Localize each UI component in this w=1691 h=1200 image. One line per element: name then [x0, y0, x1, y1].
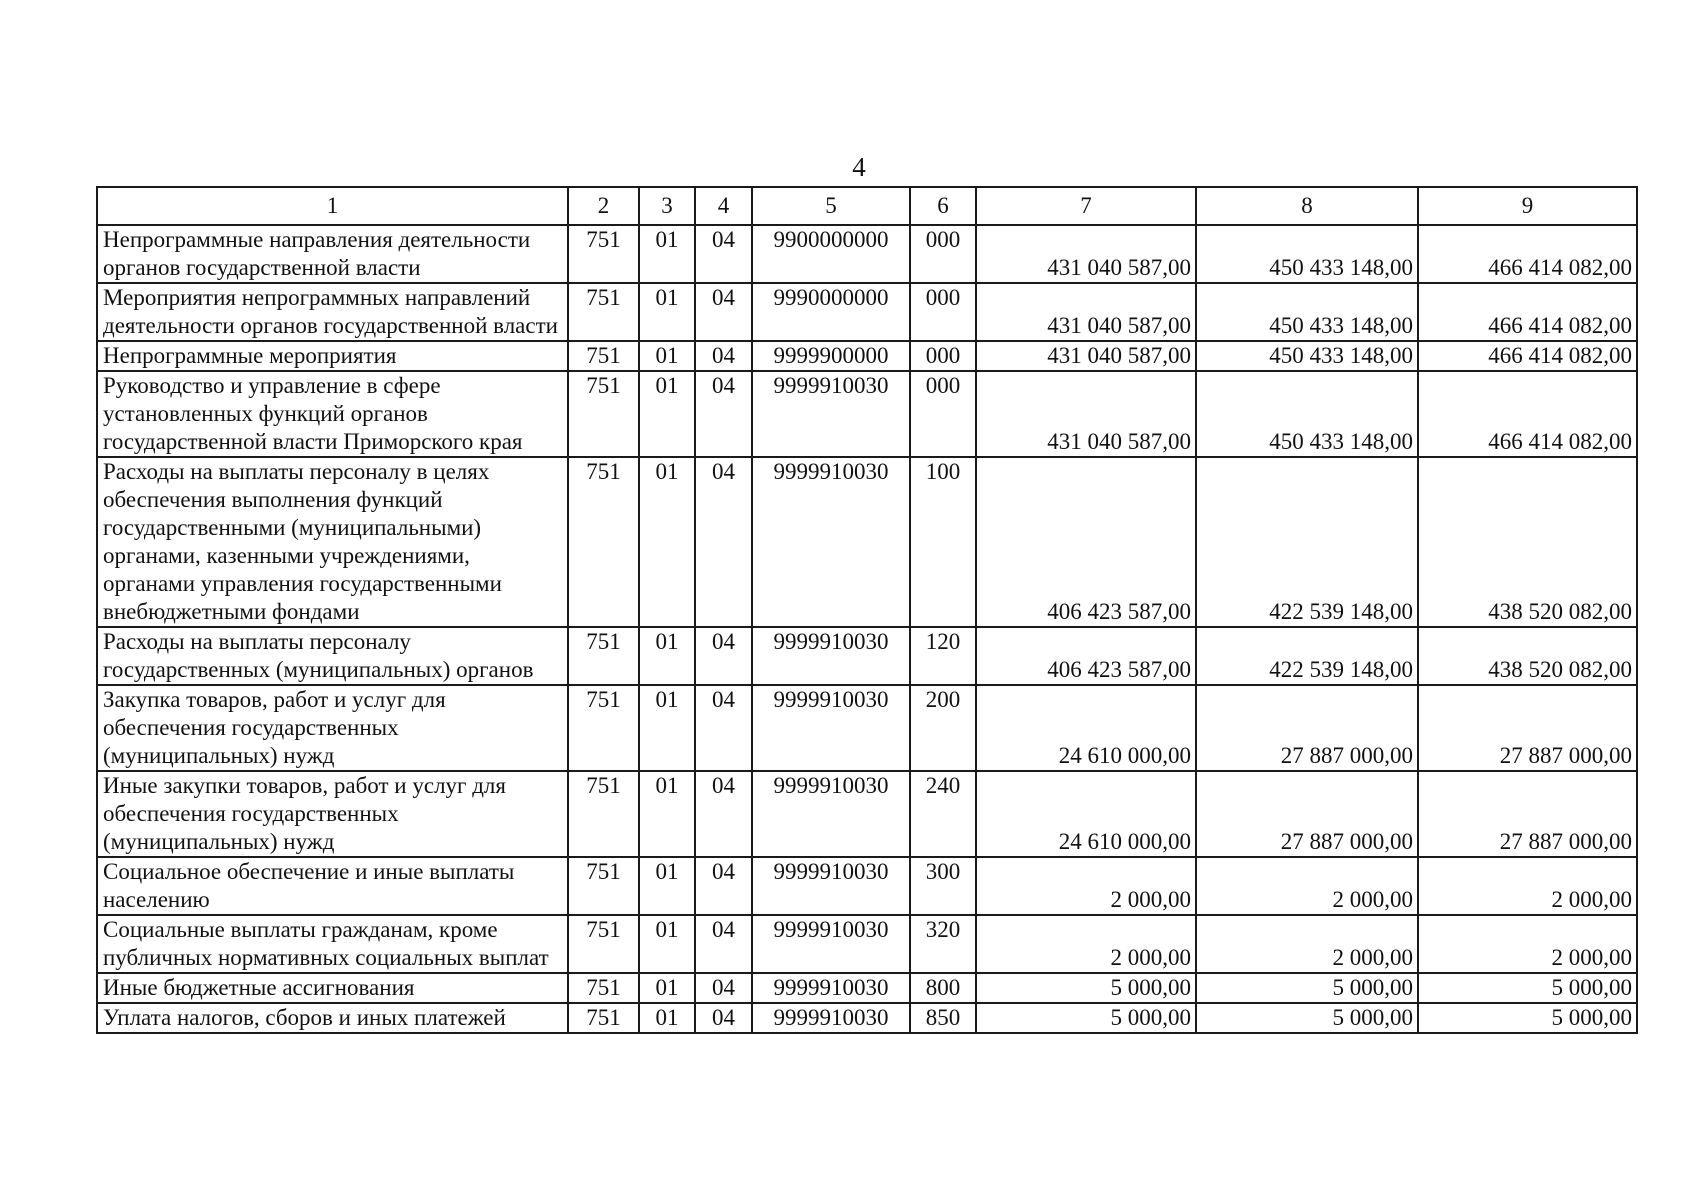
expense-type-cell: 850 — [910, 1003, 976, 1033]
item-name-cell: Иные бюджетные ассигнования — [97, 973, 568, 1003]
item-name-cell: Социальные выплаты гражданам, кроме публичных нормативных социальных выплат — [97, 915, 568, 973]
subsection-code-cell: 04 — [695, 225, 752, 283]
target-article-cell: 9999910030 — [752, 915, 910, 973]
admin-code-cell: 751 — [568, 457, 639, 627]
item-name-cell: Непрограммные направления деятельности органов государственной власти — [97, 225, 568, 283]
expense-type-cell: 100 — [910, 457, 976, 627]
section-code-cell: 01 — [639, 341, 695, 371]
section-code-cell: 01 — [639, 225, 695, 283]
expense-type-cell: 000 — [910, 283, 976, 341]
target-article-cell: 9900000000 — [752, 225, 910, 283]
item-name-cell: Мероприятия непрограммных направлений деятельности органов государственной власти — [97, 283, 568, 341]
amount-cell-7: 5 000,00 — [976, 1003, 1196, 1033]
subsection-code-cell: 04 — [695, 771, 752, 857]
admin-code-cell: 751 — [568, 371, 639, 457]
section-code-cell: 01 — [639, 973, 695, 1003]
amount-cell-9: 466 414 082,00 — [1418, 283, 1637, 341]
amount-cell-7: 5 000,00 — [976, 973, 1196, 1003]
header-cell-9: 9 — [1418, 187, 1637, 225]
table-row — [97, 771, 1637, 857]
expense-type-cell: 200 — [910, 685, 976, 771]
admin-code-cell: 751 — [568, 1003, 639, 1033]
amount-cell-8: 2 000,00 — [1196, 915, 1418, 973]
amount-cell-8: 27 887 000,00 — [1196, 771, 1418, 857]
subsection-code-cell: 04 — [695, 371, 752, 457]
amount-cell-8: 450 433 148,00 — [1196, 225, 1418, 283]
item-name-cell: Непрограммные мероприятия — [97, 341, 568, 371]
amount-cell-7: 431 040 587,00 — [976, 225, 1196, 283]
section-code-cell: 01 — [639, 371, 695, 457]
expense-type-cell: 000 — [910, 371, 976, 457]
amount-cell-8: 27 887 000,00 — [1196, 685, 1418, 771]
header-row — [97, 187, 1637, 225]
section-code-cell: 01 — [639, 457, 695, 627]
item-name-cell: Расходы на выплаты персоналу в целях обеспечения выполнения функций государственными (муниципальными) органами, казенными учреждениями, органами управления государственными внебюджетными фондами — [97, 457, 568, 627]
admin-code-cell: 751 — [568, 771, 639, 857]
amount-cell-8: 450 433 148,00 — [1196, 283, 1418, 341]
amount-cell-8: 450 433 148,00 — [1196, 341, 1418, 371]
amount-cell-9: 2 000,00 — [1418, 915, 1637, 973]
subsection-code-cell: 04 — [695, 857, 752, 915]
header-cell-1: 1 — [97, 187, 568, 225]
table-row — [97, 457, 1637, 627]
subsection-code-cell: 04 — [695, 685, 752, 771]
section-code-cell: 01 — [639, 771, 695, 857]
item-name-cell: Расходы на выплаты персоналу государственных (муниципальных) органов — [97, 627, 568, 685]
amount-cell-7: 406 423 587,00 — [976, 627, 1196, 685]
header-cell-6: 6 — [910, 187, 976, 225]
table-row — [97, 1003, 1637, 1033]
amount-cell-8: 5 000,00 — [1196, 1003, 1418, 1033]
section-code-cell: 01 — [639, 857, 695, 915]
subsection-code-cell: 04 — [695, 1003, 752, 1033]
admin-code-cell: 751 — [568, 283, 639, 341]
table-row — [97, 341, 1637, 371]
header-cell-2: 2 — [568, 187, 639, 225]
section-code-cell: 01 — [639, 283, 695, 341]
subsection-code-cell: 04 — [695, 627, 752, 685]
header-cell-7: 7 — [976, 187, 1196, 225]
expense-type-cell: 000 — [910, 341, 976, 371]
amount-cell-7: 406 423 587,00 — [976, 457, 1196, 627]
expense-type-cell: 000 — [910, 225, 976, 283]
table-row — [97, 371, 1637, 457]
header-cell-3: 3 — [639, 187, 695, 225]
subsection-code-cell: 04 — [695, 283, 752, 341]
amount-cell-9: 27 887 000,00 — [1418, 771, 1637, 857]
admin-code-cell: 751 — [568, 857, 639, 915]
header-cell-5: 5 — [752, 187, 910, 225]
amount-cell-9: 466 414 082,00 — [1418, 341, 1637, 371]
admin-code-cell: 751 — [568, 341, 639, 371]
amount-cell-7: 24 610 000,00 — [976, 771, 1196, 857]
amount-cell-9: 466 414 082,00 — [1418, 371, 1637, 457]
expense-type-cell: 240 — [910, 771, 976, 857]
budget-table — [96, 186, 1638, 1034]
subsection-code-cell: 04 — [695, 457, 752, 627]
expense-type-cell: 300 — [910, 857, 976, 915]
section-code-cell: 01 — [639, 627, 695, 685]
amount-cell-7: 2 000,00 — [976, 915, 1196, 973]
target-article-cell: 9999910030 — [752, 627, 910, 685]
amount-cell-7: 431 040 587,00 — [976, 371, 1196, 457]
target-article-cell: 9999910030 — [752, 457, 910, 627]
section-code-cell: 01 — [639, 1003, 695, 1033]
header-cell-4: 4 — [695, 187, 752, 225]
section-code-cell: 01 — [639, 915, 695, 973]
amount-cell-7: 24 610 000,00 — [976, 685, 1196, 771]
amount-cell-8: 450 433 148,00 — [1196, 371, 1418, 457]
target-article-cell: 9999900000 — [752, 341, 910, 371]
amount-cell-9: 2 000,00 — [1418, 857, 1637, 915]
amount-cell-9: 5 000,00 — [1418, 1003, 1637, 1033]
expense-type-cell: 120 — [910, 627, 976, 685]
amount-cell-9: 5 000,00 — [1418, 973, 1637, 1003]
amount-cell-7: 431 040 587,00 — [976, 283, 1196, 341]
amount-cell-8: 5 000,00 — [1196, 973, 1418, 1003]
admin-code-cell: 751 — [568, 685, 639, 771]
subsection-code-cell: 04 — [695, 973, 752, 1003]
admin-code-cell: 751 — [568, 915, 639, 973]
target-article-cell: 9999910030 — [752, 1003, 910, 1033]
item-name-cell: Закупка товаров, работ и услуг для обеспечения государственных (муниципальных) нужд — [97, 685, 568, 771]
amount-cell-7: 431 040 587,00 — [976, 341, 1196, 371]
target-article-cell: 9999910030 — [752, 973, 910, 1003]
item-name-cell: Иные закупки товаров, работ и услуг для обеспечения государственных (муниципальных) нужд — [97, 771, 568, 857]
target-article-cell: 9999910030 — [752, 685, 910, 771]
table-row — [97, 685, 1637, 771]
amount-cell-9: 438 520 082,00 — [1418, 457, 1637, 627]
admin-code-cell: 751 — [568, 225, 639, 283]
item-name-cell: Уплата налогов, сборов и иных платежей — [97, 1003, 568, 1033]
amount-cell-9: 466 414 082,00 — [1418, 225, 1637, 283]
amount-cell-8: 2 000,00 — [1196, 857, 1418, 915]
header-cell-8: 8 — [1196, 187, 1418, 225]
table-header — [97, 187, 1637, 225]
subsection-code-cell: 04 — [695, 341, 752, 371]
table-row — [97, 915, 1637, 973]
section-code-cell: 01 — [639, 685, 695, 771]
amount-cell-9: 438 520 082,00 — [1418, 627, 1637, 685]
target-article-cell: 9999910030 — [752, 771, 910, 857]
admin-code-cell: 751 — [568, 627, 639, 685]
expense-type-cell: 800 — [910, 973, 976, 1003]
target-article-cell: 9999910030 — [752, 857, 910, 915]
table-row — [97, 627, 1637, 685]
table-row — [97, 225, 1637, 283]
target-article-cell: 9999910030 — [752, 371, 910, 457]
page-number: 4 — [852, 152, 866, 182]
table-body — [97, 225, 1637, 1033]
table-row — [97, 973, 1637, 1003]
amount-cell-8: 422 539 148,00 — [1196, 627, 1418, 685]
item-name-cell: Руководство и управление в сфере установленных функций органов государственной власти Приморского края — [97, 371, 568, 457]
amount-cell-7: 2 000,00 — [976, 857, 1196, 915]
target-article-cell: 9990000000 — [752, 283, 910, 341]
amount-cell-9: 27 887 000,00 — [1418, 685, 1637, 771]
table-row — [97, 857, 1637, 915]
expense-type-cell: 320 — [910, 915, 976, 973]
admin-code-cell: 751 — [568, 973, 639, 1003]
amount-cell-8: 422 539 148,00 — [1196, 457, 1418, 627]
item-name-cell: Социальное обеспечение и иные выплаты населению — [97, 857, 568, 915]
subsection-code-cell: 04 — [695, 915, 752, 973]
table-row — [97, 283, 1637, 341]
